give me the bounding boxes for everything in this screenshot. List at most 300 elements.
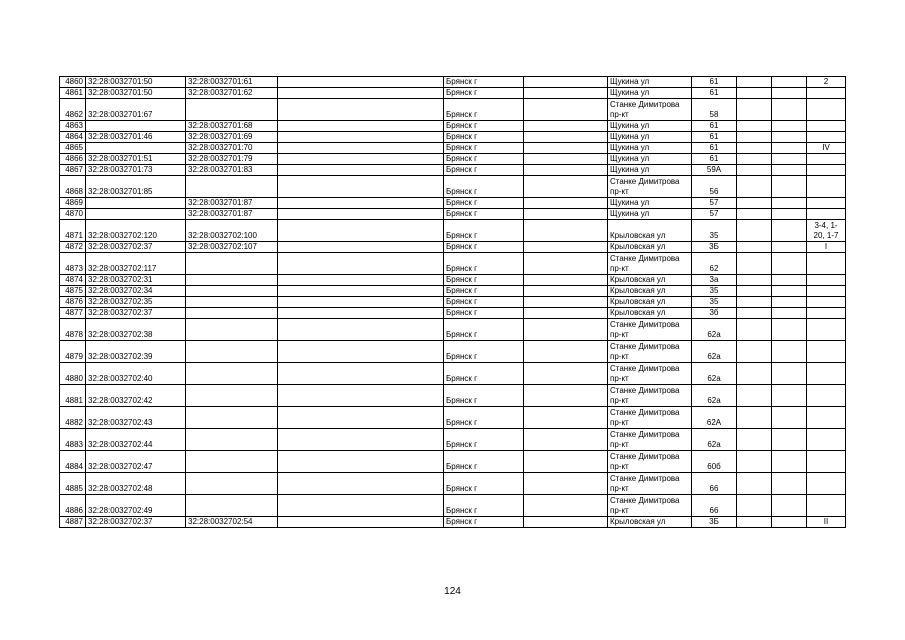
empty-cell bbox=[278, 517, 444, 528]
object-cadastral-number-cell: 32:28:0032701:70 bbox=[186, 143, 278, 154]
empty-cell bbox=[524, 363, 608, 385]
empty-cell bbox=[772, 154, 807, 165]
cadastral-number-cell: 32:28:0032701:67 bbox=[86, 99, 186, 121]
row-number-cell: 4872 bbox=[60, 242, 86, 253]
premises-number-cell bbox=[807, 154, 846, 165]
cadastral-number-cell: 32:28:0032702:42 bbox=[86, 385, 186, 407]
empty-cell bbox=[772, 143, 807, 154]
city-cell: Брянск г bbox=[444, 429, 524, 451]
empty-cell bbox=[737, 517, 772, 528]
table-row bbox=[60, 176, 846, 198]
empty-cell bbox=[278, 132, 444, 143]
empty-cell bbox=[524, 407, 608, 429]
empty-cell bbox=[278, 99, 444, 121]
row-number-cell: 4883 bbox=[60, 429, 86, 451]
empty-cell bbox=[524, 77, 608, 88]
table-row bbox=[60, 319, 846, 341]
empty-cell bbox=[772, 319, 807, 341]
city-cell: Брянск г bbox=[444, 297, 524, 308]
empty-cell bbox=[737, 407, 772, 429]
empty-cell bbox=[772, 308, 807, 319]
empty-cell bbox=[524, 209, 608, 220]
premises-number-cell bbox=[807, 88, 846, 99]
premises-number-cell bbox=[807, 121, 846, 132]
empty-cell bbox=[278, 121, 444, 132]
row-number-cell: 4879 bbox=[60, 341, 86, 363]
table-row bbox=[60, 154, 846, 165]
object-cadastral-number-cell: 32:28:0032701:61 bbox=[186, 77, 278, 88]
house-number-cell: 66 bbox=[692, 495, 737, 517]
row-number-cell: 4887 bbox=[60, 517, 86, 528]
object-cadastral-number-cell bbox=[186, 99, 278, 121]
house-number-cell: 35 bbox=[692, 297, 737, 308]
cadastral-number-cell: 32:28:0032702:48 bbox=[86, 473, 186, 495]
table-row bbox=[60, 253, 846, 275]
cadastral-number-cell: 32:28:0032701:50 bbox=[86, 77, 186, 88]
street-cell: Станке Димитрова пр-кт bbox=[608, 253, 692, 275]
empty-cell bbox=[524, 132, 608, 143]
empty-cell bbox=[737, 363, 772, 385]
house-number-cell: 62А bbox=[692, 407, 737, 429]
empty-cell bbox=[772, 242, 807, 253]
row-number-cell: 4885 bbox=[60, 473, 86, 495]
table-row bbox=[60, 385, 846, 407]
empty-cell bbox=[772, 385, 807, 407]
cadastral-number-cell: 32:28:0032702:37 bbox=[86, 242, 186, 253]
house-number-cell: 3Б bbox=[692, 242, 737, 253]
table-row bbox=[60, 198, 846, 209]
empty-cell bbox=[772, 198, 807, 209]
object-cadastral-number-cell bbox=[186, 253, 278, 275]
premises-number-cell bbox=[807, 319, 846, 341]
empty-cell bbox=[737, 198, 772, 209]
premises-number-cell bbox=[807, 297, 846, 308]
empty-cell bbox=[524, 286, 608, 297]
house-number-cell: 61 bbox=[692, 143, 737, 154]
empty-cell bbox=[278, 297, 444, 308]
object-cadastral-number-cell: 32:28:0032702:107 bbox=[186, 242, 278, 253]
house-number-cell: 57 bbox=[692, 209, 737, 220]
house-number-cell: 62а bbox=[692, 341, 737, 363]
street-cell: Станке Димитрова пр-кт bbox=[608, 385, 692, 407]
street-cell: Крыловская ул bbox=[608, 242, 692, 253]
street-cell: Щукина ул bbox=[608, 154, 692, 165]
premises-number-cell bbox=[807, 176, 846, 198]
premises-number-cell bbox=[807, 308, 846, 319]
city-cell: Брянск г bbox=[444, 132, 524, 143]
empty-cell bbox=[737, 154, 772, 165]
cadastral-number-cell: 32:28:0032701:46 bbox=[86, 132, 186, 143]
house-number-cell: 61 bbox=[692, 132, 737, 143]
empty-cell bbox=[524, 143, 608, 154]
premises-number-cell bbox=[807, 132, 846, 143]
city-cell: Брянск г bbox=[444, 220, 524, 242]
house-number-cell: 61 bbox=[692, 121, 737, 132]
premises-number-cell bbox=[807, 495, 846, 517]
empty-cell bbox=[278, 429, 444, 451]
empty-cell bbox=[278, 220, 444, 242]
cadastral-number-cell: 32:28:0032702:37 bbox=[86, 517, 186, 528]
row-number-cell: 4866 bbox=[60, 154, 86, 165]
empty-cell bbox=[524, 275, 608, 286]
empty-cell bbox=[737, 209, 772, 220]
empty-cell bbox=[737, 286, 772, 297]
empty-cell bbox=[772, 121, 807, 132]
empty-cell bbox=[278, 154, 444, 165]
city-cell: Брянск г bbox=[444, 286, 524, 297]
empty-cell bbox=[524, 154, 608, 165]
empty-cell bbox=[278, 253, 444, 275]
table-row bbox=[60, 363, 846, 385]
empty-cell bbox=[737, 88, 772, 99]
table-row bbox=[60, 132, 846, 143]
street-cell: Щукина ул bbox=[608, 121, 692, 132]
house-number-cell: 57 bbox=[692, 198, 737, 209]
house-number-cell: 66 bbox=[692, 473, 737, 495]
table-row bbox=[60, 99, 846, 121]
street-cell: Щукина ул bbox=[608, 132, 692, 143]
premises-number-cell bbox=[807, 286, 846, 297]
house-number-cell: 62а bbox=[692, 319, 737, 341]
premises-number-cell: I bbox=[807, 242, 846, 253]
table-row bbox=[60, 242, 846, 253]
street-cell: Станке Димитрова пр-кт bbox=[608, 99, 692, 121]
empty-cell bbox=[772, 275, 807, 286]
empty-cell bbox=[278, 363, 444, 385]
empty-cell bbox=[772, 341, 807, 363]
row-number-cell: 4864 bbox=[60, 132, 86, 143]
empty-cell bbox=[278, 165, 444, 176]
empty-cell bbox=[737, 297, 772, 308]
empty-cell bbox=[524, 121, 608, 132]
cadastral-number-cell: 32:28:0032702:117 bbox=[86, 253, 186, 275]
object-cadastral-number-cell: 32:28:0032701:87 bbox=[186, 209, 278, 220]
empty-cell bbox=[524, 242, 608, 253]
premises-number-cell bbox=[807, 363, 846, 385]
empty-cell bbox=[278, 385, 444, 407]
premises-number-cell bbox=[807, 429, 846, 451]
table-row bbox=[60, 275, 846, 286]
row-number-cell: 4861 bbox=[60, 88, 86, 99]
house-number-cell: 62а bbox=[692, 429, 737, 451]
city-cell: Брянск г bbox=[444, 341, 524, 363]
premises-number-cell bbox=[807, 198, 846, 209]
object-cadastral-number-cell: 32:28:0032701:62 bbox=[186, 88, 278, 99]
street-cell: Щукина ул bbox=[608, 209, 692, 220]
object-cadastral-number-cell: 32:28:0032702:100 bbox=[186, 220, 278, 242]
premises-number-cell bbox=[807, 165, 846, 176]
empty-cell bbox=[737, 308, 772, 319]
city-cell: Брянск г bbox=[444, 176, 524, 198]
premises-number-cell bbox=[807, 253, 846, 275]
row-number-cell: 4869 bbox=[60, 198, 86, 209]
object-cadastral-number-cell: 32:28:0032701:68 bbox=[186, 121, 278, 132]
row-number-cell: 4884 bbox=[60, 451, 86, 473]
object-cadastral-number-cell: 32:28:0032701:69 bbox=[186, 132, 278, 143]
cadastral-number-cell bbox=[86, 209, 186, 220]
empty-cell bbox=[772, 253, 807, 275]
house-number-cell: 3Б bbox=[692, 517, 737, 528]
table-row bbox=[60, 77, 846, 88]
cadastral-number-cell bbox=[86, 143, 186, 154]
premises-number-cell bbox=[807, 451, 846, 473]
empty-cell bbox=[772, 429, 807, 451]
object-cadastral-number-cell bbox=[186, 429, 278, 451]
object-cadastral-number-cell bbox=[186, 341, 278, 363]
city-cell: Брянск г bbox=[444, 451, 524, 473]
city-cell: Брянск г bbox=[444, 165, 524, 176]
row-number-cell: 4875 bbox=[60, 286, 86, 297]
empty-cell bbox=[772, 209, 807, 220]
empty-cell bbox=[772, 495, 807, 517]
house-number-cell: 61 bbox=[692, 154, 737, 165]
city-cell: Брянск г bbox=[444, 209, 524, 220]
premises-number-cell bbox=[807, 473, 846, 495]
empty-cell bbox=[737, 165, 772, 176]
street-cell: Крыловская ул bbox=[608, 297, 692, 308]
city-cell: Брянск г bbox=[444, 253, 524, 275]
cadastral-number-cell: 32:28:0032702:44 bbox=[86, 429, 186, 451]
cadastral-number-cell bbox=[86, 198, 186, 209]
premises-number-cell bbox=[807, 275, 846, 286]
object-cadastral-number-cell bbox=[186, 451, 278, 473]
row-number-cell: 4863 bbox=[60, 121, 86, 132]
street-cell: Щукина ул bbox=[608, 165, 692, 176]
cadastral-number-cell: 32:28:0032701:51 bbox=[86, 154, 186, 165]
table-row bbox=[60, 495, 846, 517]
object-cadastral-number-cell bbox=[186, 385, 278, 407]
city-cell: Брянск г bbox=[444, 198, 524, 209]
empty-cell bbox=[278, 88, 444, 99]
premises-number-cell bbox=[807, 341, 846, 363]
empty-cell bbox=[737, 220, 772, 242]
row-number-cell: 4877 bbox=[60, 308, 86, 319]
street-cell: Станке Димитрова пр-кт bbox=[608, 176, 692, 198]
empty-cell bbox=[278, 209, 444, 220]
city-cell: Брянск г bbox=[444, 275, 524, 286]
cadastral-number-cell: 32:28:0032702:40 bbox=[86, 363, 186, 385]
city-cell: Брянск г bbox=[444, 121, 524, 132]
empty-cell bbox=[737, 495, 772, 517]
empty-cell bbox=[737, 121, 772, 132]
street-cell: Крыловская ул bbox=[608, 286, 692, 297]
premises-number-cell bbox=[807, 385, 846, 407]
empty-cell bbox=[772, 77, 807, 88]
empty-cell bbox=[772, 176, 807, 198]
empty-cell bbox=[737, 473, 772, 495]
empty-cell bbox=[737, 132, 772, 143]
empty-cell bbox=[278, 473, 444, 495]
empty-cell bbox=[737, 429, 772, 451]
house-number-cell: 3а bbox=[692, 275, 737, 286]
empty-cell bbox=[737, 77, 772, 88]
empty-cell bbox=[772, 286, 807, 297]
empty-cell bbox=[772, 517, 807, 528]
street-cell: Станке Димитрова пр-кт bbox=[608, 363, 692, 385]
empty-cell bbox=[278, 286, 444, 297]
cadastral-number-cell: 32:28:0032702:43 bbox=[86, 407, 186, 429]
row-number-cell: 4878 bbox=[60, 319, 86, 341]
house-number-cell: 60б bbox=[692, 451, 737, 473]
empty-cell bbox=[524, 165, 608, 176]
empty-cell bbox=[524, 517, 608, 528]
empty-cell bbox=[524, 341, 608, 363]
house-number-cell: 62а bbox=[692, 385, 737, 407]
empty-cell bbox=[278, 77, 444, 88]
empty-cell bbox=[772, 88, 807, 99]
empty-cell bbox=[278, 143, 444, 154]
empty-cell bbox=[524, 88, 608, 99]
cadastral-number-cell: 32:28:0032702:39 bbox=[86, 341, 186, 363]
table-row bbox=[60, 517, 846, 528]
empty-cell bbox=[737, 319, 772, 341]
object-cadastral-number-cell bbox=[186, 473, 278, 495]
empty-cell bbox=[772, 220, 807, 242]
table-row bbox=[60, 143, 846, 154]
table-row bbox=[60, 220, 846, 242]
empty-cell bbox=[278, 176, 444, 198]
premises-number-cell: 3-4, 1-20, 1-7 bbox=[807, 220, 846, 242]
row-number-cell: 4873 bbox=[60, 253, 86, 275]
street-cell: Щукина ул bbox=[608, 88, 692, 99]
row-number-cell: 4868 bbox=[60, 176, 86, 198]
city-cell: Брянск г bbox=[444, 495, 524, 517]
cadastral-number-cell: 32:28:0032702:37 bbox=[86, 308, 186, 319]
city-cell: Брянск г bbox=[444, 385, 524, 407]
house-number-cell: 58 bbox=[692, 99, 737, 121]
row-number-cell: 4870 bbox=[60, 209, 86, 220]
table-row bbox=[60, 297, 846, 308]
row-number-cell: 4865 bbox=[60, 143, 86, 154]
street-cell: Станке Димитрова пр-кт bbox=[608, 319, 692, 341]
cadastral-number-cell: 32:28:0032702:47 bbox=[86, 451, 186, 473]
empty-cell bbox=[524, 495, 608, 517]
cadastral-number-cell: 32:28:0032701:73 bbox=[86, 165, 186, 176]
premises-number-cell: II bbox=[807, 517, 846, 528]
empty-cell bbox=[737, 385, 772, 407]
city-cell: Брянск г bbox=[444, 154, 524, 165]
cadastral-number-cell: 32:28:0032702:49 bbox=[86, 495, 186, 517]
street-cell: Крыловская ул bbox=[608, 517, 692, 528]
object-cadastral-number-cell bbox=[186, 363, 278, 385]
city-cell: Брянск г bbox=[444, 99, 524, 121]
cadastral-number-cell: 32:28:0032701:85 bbox=[86, 176, 186, 198]
empty-cell bbox=[772, 451, 807, 473]
object-cadastral-number-cell: 32:28:0032701:87 bbox=[186, 198, 278, 209]
empty-cell bbox=[278, 308, 444, 319]
empty-cell bbox=[737, 341, 772, 363]
object-cadastral-number-cell bbox=[186, 308, 278, 319]
premises-number-cell bbox=[807, 209, 846, 220]
table-row bbox=[60, 429, 846, 451]
table-row bbox=[60, 165, 846, 176]
city-cell: Брянск г bbox=[444, 407, 524, 429]
empty-cell bbox=[737, 275, 772, 286]
table-row bbox=[60, 407, 846, 429]
object-cadastral-number-cell bbox=[186, 407, 278, 429]
empty-cell bbox=[772, 165, 807, 176]
city-cell: Брянск г bbox=[444, 77, 524, 88]
table-row bbox=[60, 286, 846, 297]
empty-cell bbox=[524, 451, 608, 473]
city-cell: Брянск г bbox=[444, 517, 524, 528]
page-number: 124 bbox=[444, 586, 461, 597]
row-number-cell: 4881 bbox=[60, 385, 86, 407]
row-number-cell: 4862 bbox=[60, 99, 86, 121]
street-cell: Станке Димитрова пр-кт bbox=[608, 451, 692, 473]
empty-cell bbox=[772, 132, 807, 143]
house-number-cell: 61 bbox=[692, 88, 737, 99]
object-cadastral-number-cell bbox=[186, 319, 278, 341]
object-cadastral-number-cell bbox=[186, 275, 278, 286]
empty-cell bbox=[772, 407, 807, 429]
street-cell: Станке Димитрова пр-кт bbox=[608, 341, 692, 363]
empty-cell bbox=[524, 198, 608, 209]
cadastral-number-cell bbox=[86, 121, 186, 132]
house-number-cell: 56 bbox=[692, 176, 737, 198]
table-row bbox=[60, 308, 846, 319]
row-number-cell: 4886 bbox=[60, 495, 86, 517]
city-cell: Брянск г bbox=[444, 242, 524, 253]
table-row bbox=[60, 209, 846, 220]
empty-cell bbox=[737, 253, 772, 275]
empty-cell bbox=[772, 473, 807, 495]
house-number-cell: 62а bbox=[692, 363, 737, 385]
empty-cell bbox=[737, 143, 772, 154]
table-row bbox=[60, 451, 846, 473]
object-cadastral-number-cell bbox=[186, 286, 278, 297]
city-cell: Брянск г bbox=[444, 143, 524, 154]
empty-cell bbox=[524, 473, 608, 495]
cadastral-number-cell: 32:28:0032702:35 bbox=[86, 297, 186, 308]
row-number-cell: 4880 bbox=[60, 363, 86, 385]
object-cadastral-number-cell: 32:28:0032701:79 bbox=[186, 154, 278, 165]
street-cell: Станке Димитрова пр-кт bbox=[608, 473, 692, 495]
city-cell: Брянск г bbox=[444, 308, 524, 319]
city-cell: Брянск г bbox=[444, 319, 524, 341]
row-number-cell: 4860 bbox=[60, 77, 86, 88]
table-row bbox=[60, 88, 846, 99]
premises-number-cell: 2 bbox=[807, 77, 846, 88]
row-number-cell: 4871 bbox=[60, 220, 86, 242]
street-cell: Станке Димитрова пр-кт bbox=[608, 429, 692, 451]
street-cell: Крыловская ул bbox=[608, 275, 692, 286]
row-number-cell: 4882 bbox=[60, 407, 86, 429]
empty-cell bbox=[772, 297, 807, 308]
object-cadastral-number-cell bbox=[186, 297, 278, 308]
table-row bbox=[60, 341, 846, 363]
empty-cell bbox=[278, 319, 444, 341]
empty-cell bbox=[278, 451, 444, 473]
empty-cell bbox=[278, 341, 444, 363]
row-number-cell: 4874 bbox=[60, 275, 86, 286]
premises-number-cell bbox=[807, 407, 846, 429]
empty-cell bbox=[524, 297, 608, 308]
street-cell: Щукина ул bbox=[608, 143, 692, 154]
cadastral-number-cell: 32:28:0032702:120 bbox=[86, 220, 186, 242]
city-cell: Брянск г bbox=[444, 363, 524, 385]
object-cadastral-number-cell bbox=[186, 176, 278, 198]
empty-cell bbox=[524, 220, 608, 242]
empty-cell bbox=[737, 176, 772, 198]
object-cadastral-number-cell bbox=[186, 495, 278, 517]
street-cell: Щукина ул bbox=[608, 198, 692, 209]
cadastral-number-cell: 32:28:0032702:34 bbox=[86, 286, 186, 297]
premises-number-cell: IV bbox=[807, 143, 846, 154]
empty-cell bbox=[524, 253, 608, 275]
row-number-cell: 4867 bbox=[60, 165, 86, 176]
empty-cell bbox=[278, 242, 444, 253]
